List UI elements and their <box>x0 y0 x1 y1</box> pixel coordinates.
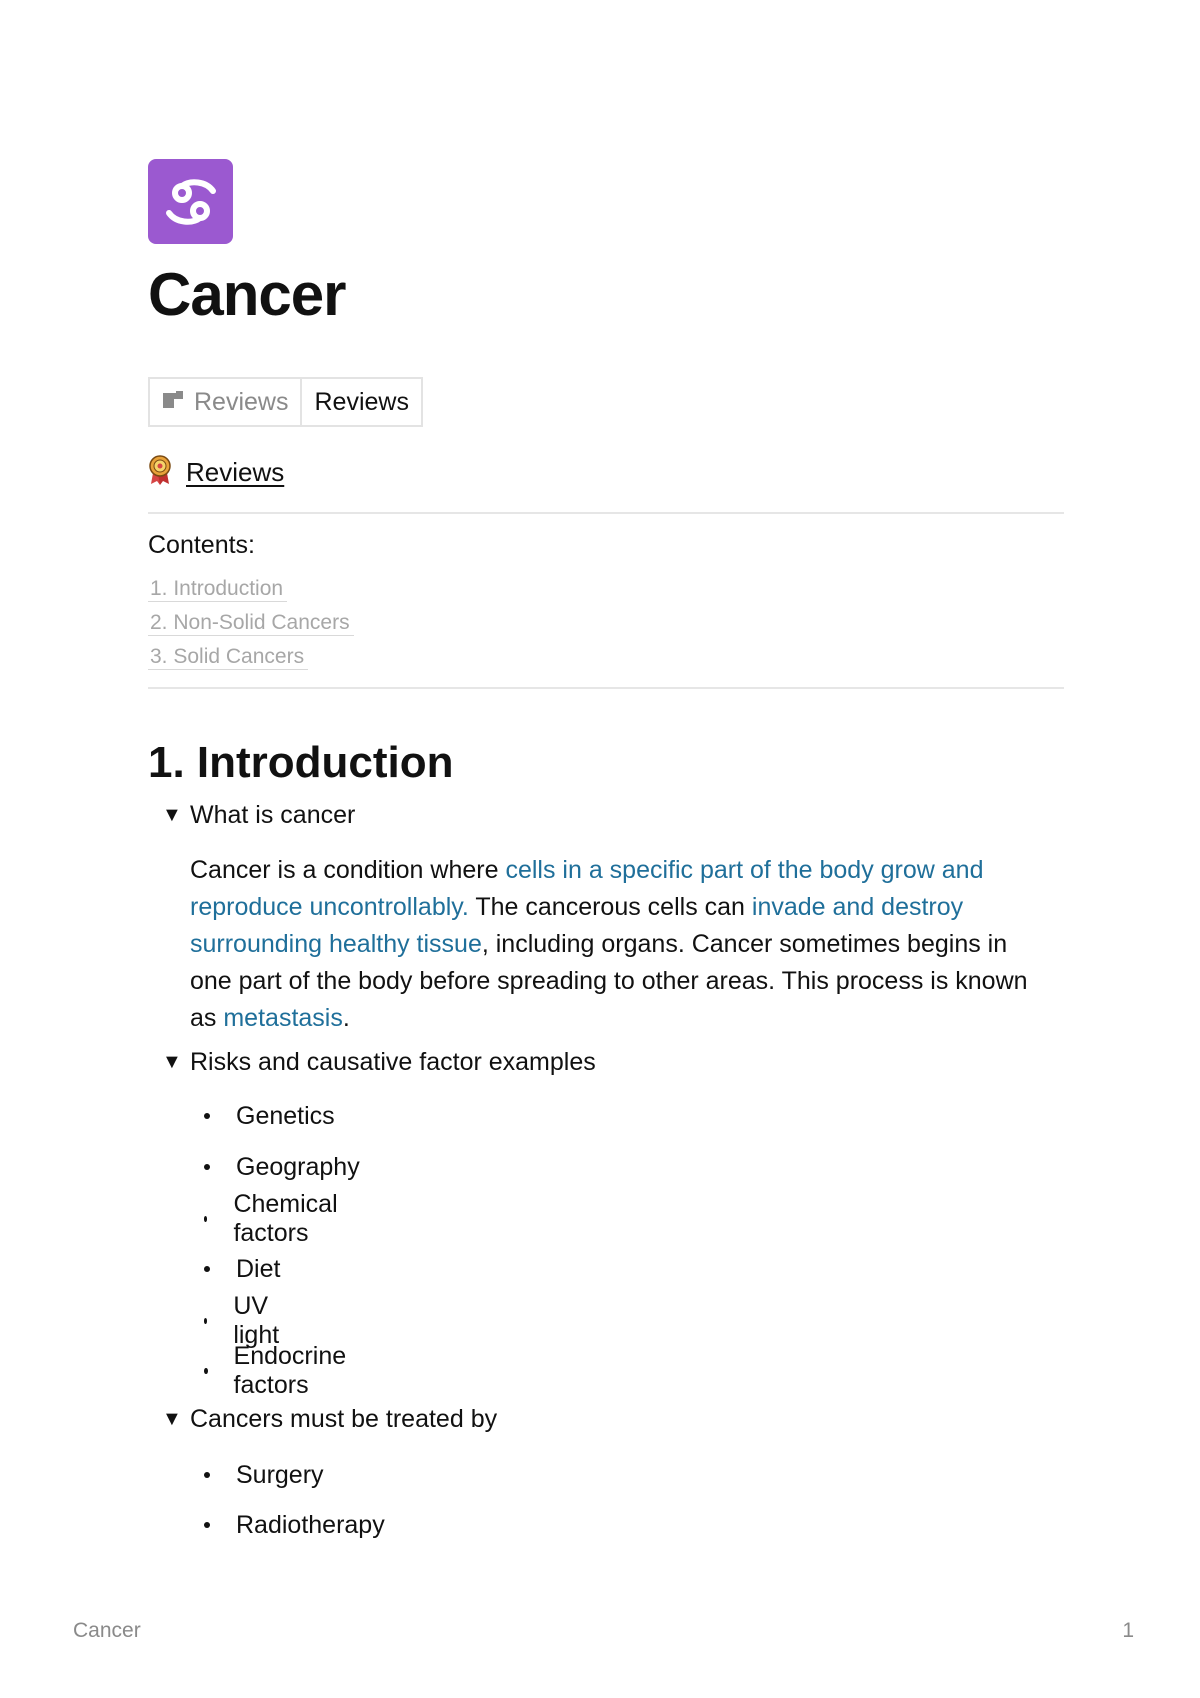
toggle-treatments[interactable] <box>162 1405 497 1434</box>
toggle-arrow-icon[interactable]: ▼ <box>162 804 182 826</box>
footer-title: Cancer <box>73 1619 141 1642</box>
bullet-icon <box>204 1522 210 1528</box>
contents-label: Contents: <box>148 531 256 559</box>
toc-item-introduction[interactable]: 1. Introduction <box>148 578 287 602</box>
property-value[interactable]: Reviews <box>314 387 409 416</box>
property-row <box>148 377 423 427</box>
list-item <box>198 1292 282 1349</box>
list-item <box>198 1252 280 1286</box>
toc-item-non-solid-cancers[interactable]: 2. Non-Solid Cancers <box>148 612 354 636</box>
badge-icon <box>148 455 172 490</box>
toggle-risks-and-factors[interactable] <box>162 1048 596 1077</box>
table-of-contents <box>148 578 354 680</box>
toggle-label: Cancers must be treated by <box>190 1405 498 1433</box>
toggle-arrow-icon[interactable]: ▼ <box>162 1051 182 1073</box>
list-item <box>198 1458 324 1492</box>
list-item-label: Surgery <box>236 1460 324 1489</box>
bullet-icon <box>204 1113 210 1119</box>
bullet-icon <box>204 1368 208 1374</box>
list-item-label: Geography <box>236 1152 360 1181</box>
highlighted-text: invade and destroy surrounding healthy tissue <box>190 893 964 958</box>
paragraph-text: Cancer is a condition where <box>190 856 506 884</box>
list-item-label: Diet <box>236 1254 281 1283</box>
mention-link[interactable]: Reviews <box>186 457 285 487</box>
list-item-label: Genetics <box>236 1101 335 1130</box>
paragraph-text: . <box>342 1004 350 1032</box>
cancer-definition-paragraph <box>190 852 1050 1037</box>
bullet-icon <box>204 1318 207 1324</box>
highlighted-text: metastasis <box>223 1004 343 1032</box>
bullet-icon <box>204 1266 210 1272</box>
toggle-what-is-cancer[interactable] <box>162 801 355 830</box>
list-item-label: Endocrine factors <box>233 1342 347 1399</box>
page-mention[interactable] <box>148 455 284 490</box>
toc-item-solid-cancers[interactable]: 3. Solid Cancers <box>148 646 308 670</box>
relation-icon <box>162 388 184 417</box>
toggle-label: Risks and causative factor examples <box>190 1048 596 1076</box>
list-item <box>198 1150 360 1184</box>
bullet-icon <box>204 1164 210 1170</box>
list-item-label: UV light <box>233 1292 280 1349</box>
list-item <box>198 1190 340 1247</box>
toggle-arrow-icon[interactable]: ▼ <box>162 1408 182 1430</box>
list-item <box>198 1508 385 1542</box>
divider <box>148 512 1064 514</box>
highlighted-text: cells in a specific part of the body grow and reproduce uncontrollably. <box>190 856 984 921</box>
page-title: Cancer <box>148 261 346 328</box>
cancer-zodiac-icon[interactable] <box>148 159 233 244</box>
section-heading: 1. Introduction <box>148 738 454 787</box>
bullet-icon <box>204 1472 210 1478</box>
divider <box>148 687 1064 689</box>
property-name-label: Reviews <box>194 387 289 416</box>
bullet-icon <box>204 1216 207 1222</box>
toggle-label: What is cancer <box>190 801 356 829</box>
list-item-label: Radiotherapy <box>236 1510 385 1539</box>
property-name[interactable] <box>150 379 302 425</box>
paragraph-text: The cancerous cells can <box>468 893 752 921</box>
list-item <box>198 1342 349 1399</box>
list-item <box>198 1099 335 1133</box>
list-item-label: Chemical factors <box>233 1190 338 1247</box>
paragraph-text: , including organs. Cancer sometimes begins in one part of the body before spreading to other areas. This process is known as <box>190 930 1028 1032</box>
page-number: 1 <box>1122 1619 1134 1642</box>
